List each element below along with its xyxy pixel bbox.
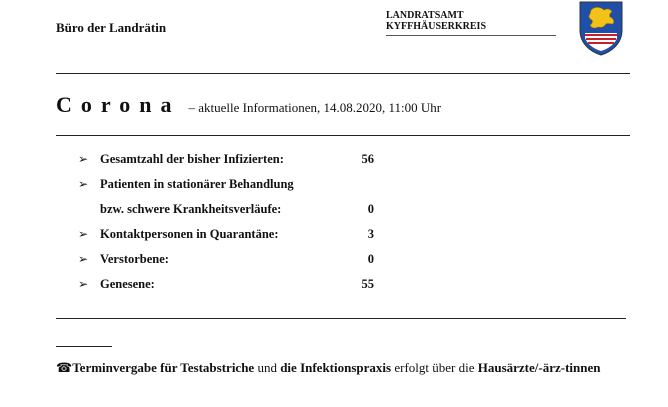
arrow-bullet-icon: ➢	[78, 152, 89, 166]
coat-of-arms-icon	[577, 0, 625, 56]
footer-bold-1: Terminvergabe für Testabstriche	[72, 360, 255, 375]
stat-value: 0	[367, 202, 374, 216]
stat-value: 0	[367, 252, 374, 266]
heading-divider	[56, 135, 630, 136]
stat-label: Patienten in stationärer Behandlung	[100, 177, 294, 191]
stat-label: Verstorbene:	[100, 252, 169, 266]
authority-name	[386, 10, 486, 32]
footer-note	[56, 356, 636, 380]
top-divider	[56, 73, 630, 74]
arrow-bullet-icon: ➢	[78, 252, 89, 266]
stat-label: Gesamtzahl der bisher Infizierten:	[100, 152, 284, 166]
stat-value: 56	[361, 152, 374, 166]
page-title: Corona	[56, 92, 181, 117]
page-subtitle: – aktuelle Informationen, 14.08.2020, 11:00 Uhr	[188, 100, 442, 115]
footer-text-2: erfolgt über die	[391, 360, 478, 375]
stats-divider	[56, 318, 626, 319]
arrow-bullet-icon: ➢	[78, 227, 89, 241]
authority-line-2: KYFFHÄUSERKREIS	[386, 21, 487, 32]
footer-bold-2: die Infektionspraxis	[280, 360, 392, 375]
footer-bold-3: Hausärzte/-ärz-tinnen	[477, 360, 601, 375]
phone-icon: ☎	[56, 360, 73, 375]
page-heading	[56, 92, 441, 118]
stat-value: 3	[367, 227, 374, 241]
authority-line-1: LANDRATSAMT	[386, 10, 464, 21]
arrow-bullet-icon: ➢	[78, 277, 89, 291]
office-name: Büro der Landrätin	[56, 20, 167, 35]
authority-underline	[386, 35, 556, 36]
arrow-bullet-icon: ➢	[78, 177, 89, 191]
stat-value: 55	[361, 277, 374, 291]
footnote-rule	[56, 346, 112, 347]
stat-label: bzw. schwere Krankheitsverläufe:	[100, 202, 282, 216]
stat-label: Kontaktpersonen in Quarantäne:	[100, 227, 279, 241]
footer-text-1: und	[254, 360, 281, 375]
stat-label: Genesene:	[100, 277, 155, 291]
